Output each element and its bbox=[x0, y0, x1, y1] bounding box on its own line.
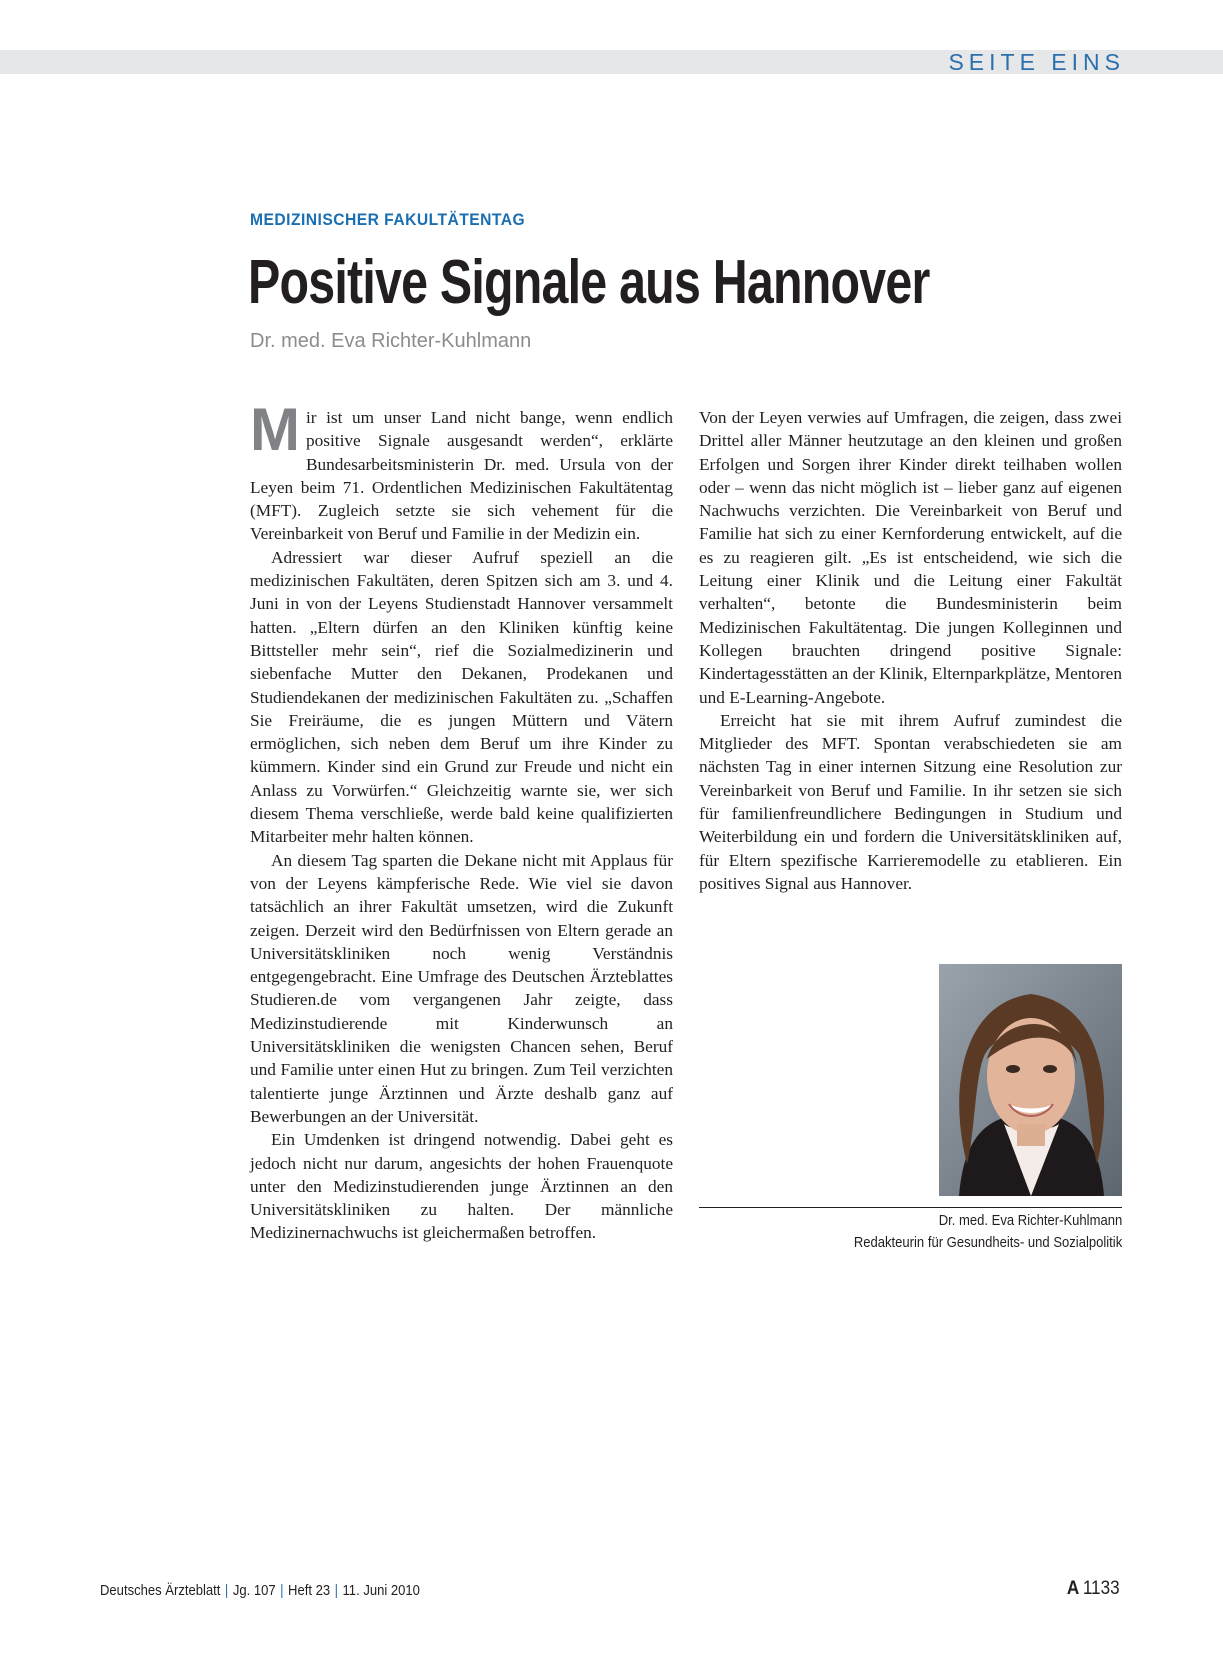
caption-rule bbox=[699, 1207, 1122, 1208]
drop-cap: M bbox=[250, 396, 300, 463]
page-prefix: A bbox=[1067, 1578, 1080, 1599]
footer-separator: | bbox=[280, 1583, 284, 1599]
page-footer bbox=[100, 1583, 420, 1599]
page-number-value: 1133 bbox=[1083, 1578, 1120, 1599]
footer-volume: Jg. 107 bbox=[232, 1583, 276, 1599]
caption-name: Dr. med. Eva Richter-Kuhlmann bbox=[938, 1213, 1122, 1229]
photo-caption bbox=[854, 1210, 1122, 1254]
article-paragraph: Adressiert war dieser Aufruf speziell an die medizinischen Fakultäten, deren Spitzen sich am 3. und 4. Juni in von der Leyens Studienstadt Hannover versammelt hatten. „Eltern dürfen an den Kliniken künftig keine Bittsteller mehr sein“, rief die Sozialmedizinerin und siebenfache Mutter den Dekanen, Prodekanen und Studiendekanen der medizinischen Fakultäten zu. „Schaffen Sie Freiräume, die es jungen Müttern und Vätern ermöglichen, sich neben dem Beruf um ihre Kinder zu kümmern. Kinder sind ein Grund zur Freude und nicht ein Anlass zu Vorwürfen.“ Gleichzeitig warnte sie, wer sich diesem Thema verschließe, werde bald keine qualifizierten Mitarbeiter mehr halten können. bbox=[250, 547, 673, 847]
paragraph-text: ir ist um unser Land nicht bange, wenn endlich positive Signale ausgesandt werden“, erklärte Bundesarbeitsministerin Dr. med. Ursula von der Leyen beim 71. Ordentlichen Medizinischen Fakultätentag (MFT). Zugleich setzte sie sich vehement für die Vereinbarkeit von Beruf und Familie in der Medizin ein. bbox=[250, 408, 673, 544]
author-portrait-photo bbox=[939, 964, 1122, 1196]
article-byline: Dr. med. Eva Richter-Kuhlmann bbox=[250, 330, 532, 352]
footer-separator: | bbox=[334, 1583, 339, 1599]
portrait-illustration bbox=[939, 964, 1122, 1196]
footer-date: 11. Juni 2010 bbox=[342, 1583, 420, 1599]
article-headline: Positive Signale aus Hannover bbox=[248, 248, 930, 317]
footer-separator: | bbox=[224, 1583, 229, 1599]
article-kicker: MEDIZINISCHER FAKULTÄTENTAG bbox=[250, 210, 526, 229]
footer-issue: Heft 23 bbox=[288, 1583, 331, 1599]
article-paragraph: Von der Leyen verwies auf Umfragen, die zeigen, dass zwei Drittel aller Männer heutzutage an den kleinen und großen Erfolgen und Sorgen ihrer Kinder direkt teilhaben wollen oder – wenn das nicht möglich ist – lieber ganz auf eigenen Nachwuchs verzichten. Die Vereinbarkeit von Beruf und Familie hat sich zu einer Kernforderung entwickelt, auf die es zu reagieren gilt. „Es ist entscheidend, wie sich die Leitung einer Klinik und die Leitung einer Fakultät verhalten“, betonte die Bundesministerin beim Medizinischen Fakultätentag. Die jungen Kolleginnen und Kollegen brauchten dringend positive Signale: Kindertagesstätten an der Klinik, Elternparkplätze, Mentoren und E-Learning-Angebote. bbox=[699, 408, 1122, 707]
article-paragraph bbox=[250, 396, 673, 546]
article-column-right bbox=[699, 406, 1122, 895]
section-label: SEITE EINS bbox=[948, 49, 1125, 75]
caption-role: Redakteurin für Gesundheits- und Sozialpolitik bbox=[853, 1235, 1122, 1251]
article-column-left bbox=[250, 396, 673, 1245]
article-paragraph: Erreicht hat sie mit ihrem Aufruf zumindest die Mitglieder des MFT. Spontan verabschiedeten sie am nächsten Tag in einer internen Sitzung eine Resolution zur Vereinbarkeit von Beruf und Familie. In ihr setzen sie sich für familienfreundlichere Bedingungen in Studium und Weiterbildung ein und fordern die Universitätskliniken auf, für Eltern spezifische Karrieremodelle zu etablieren. Ein positives Signal aus Hannover. bbox=[699, 710, 1122, 893]
article-paragraph: Ein Umdenken ist dringend notwendig. Dabei geht es jedoch nicht nur darum, angesichts der hohen Frauenquote unter den Medizinstudierenden junge Ärztinnen an den Universitätskliniken zu halten. Der männliche Medizinernachwuchs ist gleichermaßen betroffen. bbox=[250, 1130, 673, 1243]
article-paragraph: An diesem Tag sparten die Dekane nicht mit Applaus für von der Leyens kämpferische Rede. Wie viel sie davon tatsächlich an ihrer Fakultät umsetzen, wird die Zukunft zeigen. Derzeit wird den Bedürfnissen von Eltern gerade an Universitätskliniken noch wenig Verständnis entgegengebracht. Eine Umfrage des Deutschen Ärzteblattes Studieren.de vom vergangenen Jahr zeigte, dass Medizinstudierende mit Kinderwunsch an Universitätskliniken die wenigsten Chancen sehen, Beruf und Familie unter einen Hut zu bringen. Zum Teil verzichten talentierte junge Ärztinnen und Ärzte deshalb ganz auf Bewerbungen an der Universität. bbox=[250, 850, 673, 1126]
page-number bbox=[1067, 1578, 1120, 1600]
footer-publication: Deutsches Ärzteblatt bbox=[100, 1583, 221, 1599]
